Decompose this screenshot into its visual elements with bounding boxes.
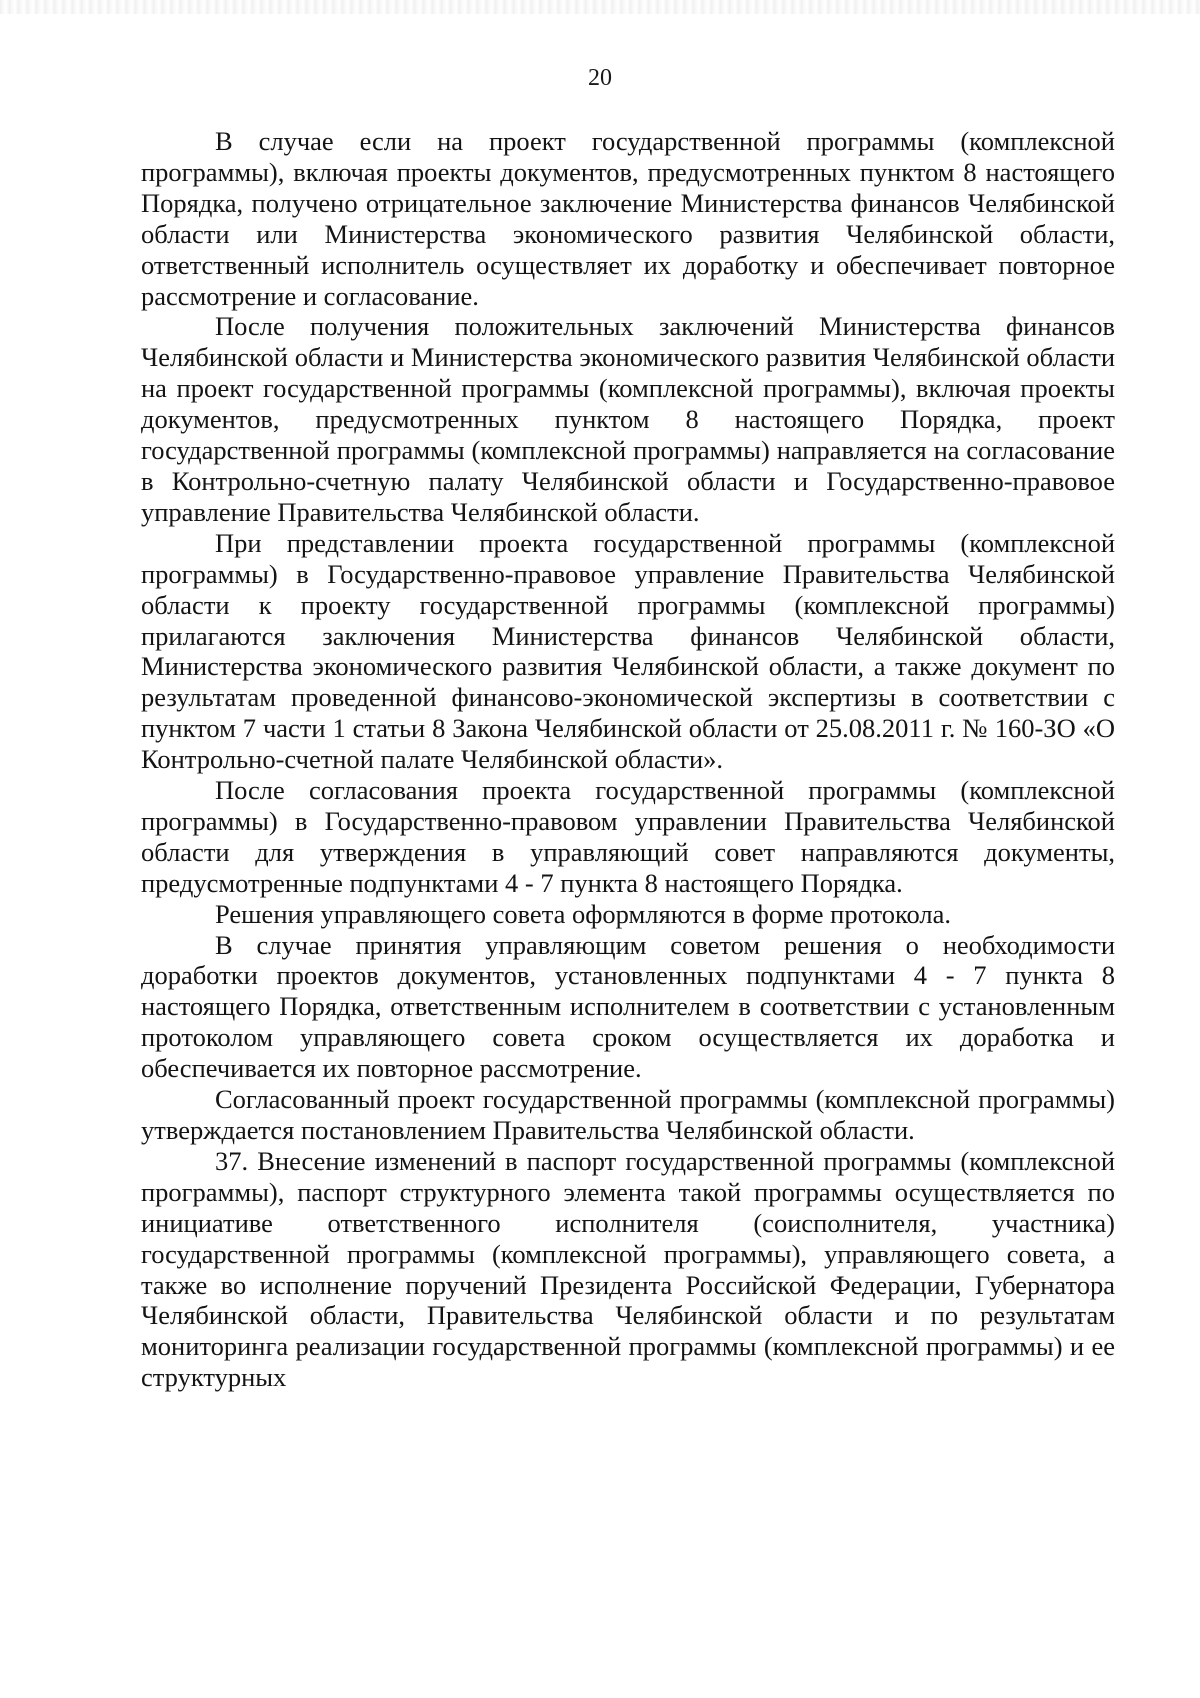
paragraph: Согласованный проект государственной программы (комплексной программы) утверждается постановлением Правительства Челябинской области.	[141, 1084, 1115, 1145]
page-number: 20	[588, 65, 612, 91]
paragraph: При представлении проекта государственной программы (комплексной программы) в Государственно-правовое управление Правительства Челябинской области к проекту государственной программы (комплексной программы) прилагаются заключения Министерства финансов Челябинской области, Министерства экономического развития Челябинской области, а также документ по результатам проведенной финансово-экономической экспертизы в соответствии с пунктом 7 части 1 статьи 8 Закона Челябинской области от 25.08.2011 г. № 160-ЗО «О Контрольно-счетной палате Челябинской области».	[141, 527, 1115, 775]
paragraph: Решения управляющего совета оформляются в форме протокола.	[215, 898, 952, 929]
document-body	[141, 126, 1115, 1393]
paragraph: В случае если на проект государственной программы (комплексной программы), включая проекты документов, предусмотренных пунктом 8 настоящего Порядка, получено отрицательное заключение Министерства финансов Челябинской области или Министерства экономического развития Челябинской области, ответственный исполнитель осуществляет их доработку и обеспечивает повторное рассмотрение и согласование.	[141, 126, 1115, 311]
paragraph: После согласования проекта государственной программы (комплексной программы) в Государственно-правовом управлении Правительства Челябинской области для утверждения в управляющий совет направляются документы, предусмотренные подпунктами 4 - 7 пункта 8 настоящего Порядка.	[141, 775, 1115, 898]
paragraph: В случае принятия управляющим советом решения о необходимости доработки проектов документов, установленных подпунктами 4 - 7 пункта 8 настоящего Порядка, ответственным исполнителем в соответствии с установленным протоколом управляющего совета сроком осуществляется их доработка и обеспечивается их повторное рассмотрение.	[141, 929, 1115, 1084]
paragraph: После получения положительных заключений Министерства финансов Челябинской области и Министерства экономического развития Челябинской области на проект государственной программы (комплексной программы), включая проекты документов, предусмотренных пунктом 8 настоящего Порядка, проект государственной программы (комплексной программы) направляется на согласование в Контрольно-счетную палату Челябинской области и Государственно-правовое управление Правительства Челябинской области.	[141, 311, 1115, 527]
scan-edge-artifact	[0, 0, 1200, 14]
paragraph: 37. Внесение изменений в паспорт государственной программы (комплексной программы), паспорт структурного элемента такой программы осуществляется по инициативе ответственного исполнителя (соисполнителя, участника) государственной программы (комплексной программы), управляющего совета, а также во исполнение поручений Президента Российской Федерации, Губернатора Челябинской области, Правительства Челябинской области и по результатам мониторинга реализации государственной программы (комплексной программы) и ее структурных	[141, 1145, 1115, 1393]
